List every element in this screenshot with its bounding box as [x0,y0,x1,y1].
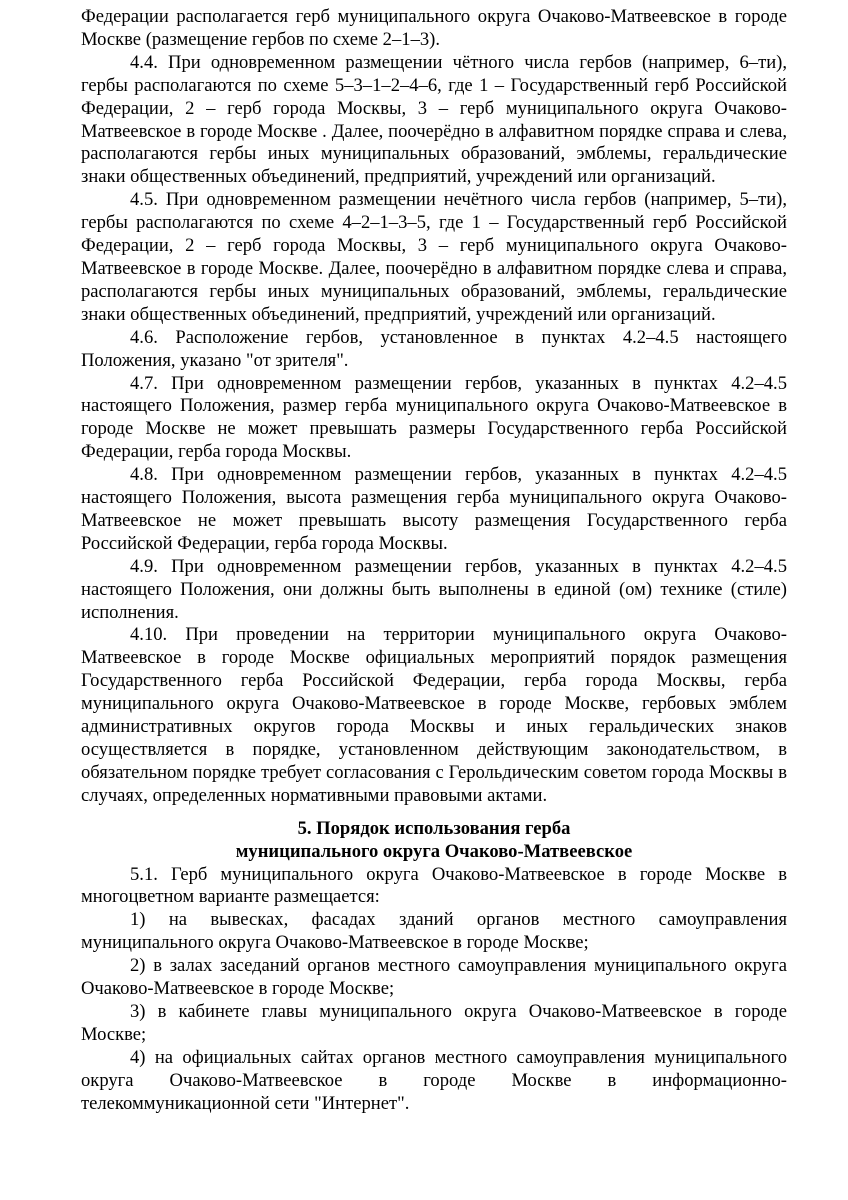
section-heading-line-2: муниципального округа Очаково-Матвеевское [235,840,633,862]
list-item-4: 4) на официальных сайтах органов местного самоуправления муниципального округа Очаково-Матвеевское в городе Москве в информационно-телекоммуникационной сети "Интернет". [81,1046,787,1114]
paragraph-4-8: 4.8. При одновременном размещении гербов, указанных в пунктах 4.2–4.5 настоящего Положения, высота размещения герба муниципального округа Очаково-Матвеевское не может превышать высоту размещения Государственного герба Российской Федерации, герба города Москвы. [81,464,787,554]
paragraph-continuation: Федерации располагается герб муниципального округа Очаково-Матвеевское в городе Москве (размещение гербов по схеме 2–1–3). [81,6,787,50]
paragraph-4-5: 4.5. При одновременном размещении нечётного числа гербов (например, 5–ти), гербы располагаются по схеме 4–2–1–3–5, где 1 – Государственный герб Российской Федерации, 2 – герб города Москвы, 3 – герб муниципального округа Очаково-Матвеевское в городе Москве. Далее, поочерёдно в алфавитном порядке слева и справа, располагаются гербы иных муниципальных образований, эмблемы, геральдические знаки общественных объединений, предприятий, учреждений или организаций. [81,189,787,325]
paragraph-4-6: 4.6. Расположение гербов, установленное в пунктах 4.2–4.5 настоящего Положения, указано "от зрителя". [81,326,787,371]
paragraph-4-9: 4.9. При одновременном размещении гербов, указанных в пунктах 4.2–4.5 настоящего Положения, они должны быть выполнены в единой (ом) технике (стиле) исполнения. [81,555,787,623]
list-item-2: 2) в залах заседаний органов местного самоуправления муниципального округа Очаково-Матвеевское в городе Москве; [81,955,787,1000]
paragraph-4-4: 4.4. При одновременном размещении чётного числа гербов (например, 6–ти), гербы располагаются по схеме 5–3–1–2–4–6, где 1 – Государственный герб Российской Федерации, 2 – герб города Москвы, 3 – герб муниципального округа Очаково-Матвеевское в городе Москве . Далее, поочерёдно в алфавитном порядке справа и слева, располагаются гербы иных муниципальных образований, эмблемы, геральдические знаки общественных объединений, предприятий, учреждений или организаций. [81,51,787,188]
list-item-1: 1) на вывесках, фасадах зданий органов местного самоуправления муниципального округа Очаково-Матвеевское в городе Москве; [81,909,787,954]
section-heading-line-1: 5. Порядок использования герба [297,817,571,839]
list-item-3: 3) в кабинете главы муниципального округа Очаково-Матвеевское в городе Москве; [81,1000,787,1045]
paragraph-4-7: 4.7. При одновременном размещении гербов, указанных в пунктах 4.2–4.5 настоящего Положения, размер герба муниципального округа Очаково-Матвеевское в городе Москве не может превышать размеры Государственного герба Российской Федерации, герба города Москвы. [81,372,787,463]
document-page [81,6,787,1116]
paragraph-5-1: 5.1. Герб муниципального округа Очаково-Матвеевское в городе Москве в многоцветном варианте размещается: [81,863,787,908]
section-heading [81,818,787,864]
paragraph-4-10: 4.10. При проведении на территории муниципального округа Очаково-Матвеевское в городе Москве официальных мероприятий порядок размещения Государственного герба Российской Федерации, герба города Москвы, герба муниципального округа Очаково-Матвеевское в городе Москве, гербовых эмблем административных округов города Москвы и иных геральдических знаков осуществляется в порядке, установленном действующим законодательством, в обязательном порядке требует согласования с Герольдическим советом города Москвы в случаях, определенных нормативными правовыми актами. [81,624,787,806]
